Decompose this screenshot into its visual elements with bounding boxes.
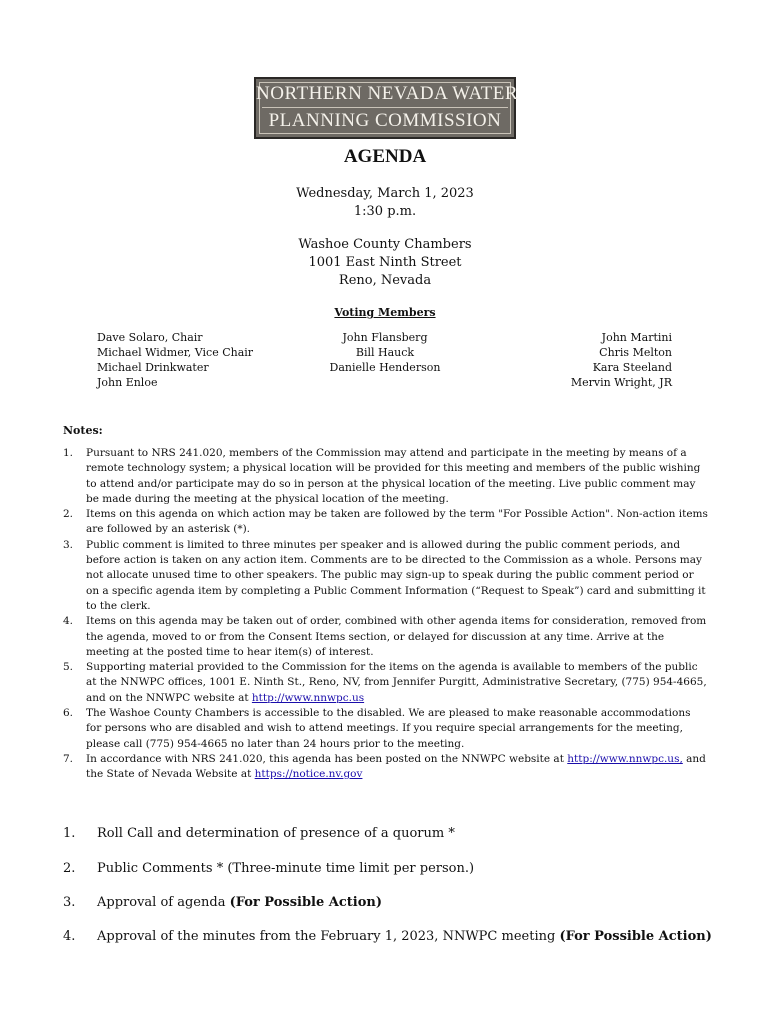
- agenda-item-text: Public Comments * (Three-minute time limit per person.): [97, 861, 475, 876]
- member-name: Michael Drinkwater: [97, 361, 209, 374]
- notes-heading: Notes:: [63, 424, 103, 437]
- note-text: Items on this agenda may be taken out of order, combined with other agenda items for consideration, removed from the agenda, moved to or from the Consent Items section, or delayed for discussion at any time. Arrive at the meeting at the posted time to hear item(s) of interest.: [86, 615, 707, 658]
- note-text: Supporting material provided to the Commission for the items on the agenda is available to members of the public at the NNWPC offices, 1001 E. Ninth St., Reno, NV, from Jennifer Purgitt, Administrative Secretary, (775) 954-4665, and on the NNWPC website at: [86, 661, 707, 704]
- member-name: Kara Steeland: [592, 361, 672, 374]
- note-item: 6. The Washoe County Chambers is accessible to the disabled. We are pleased to make reasonable accommodations for persons who are disabled and wish to attend meetings. If you require special arrangements for the meeting, please call (775) 954-4665 no later than 24 hours prior to the meeting.: [63, 707, 691, 750]
- member-name: John Enloe: [97, 376, 158, 389]
- member-name: Danielle Henderson: [329, 361, 441, 374]
- logo-divider: [262, 107, 508, 108]
- note-item: 3. Public comment is limited to three minutes per speaker and is allowed during the public comment periods, and before action is taken on any action item. Comments are to be directed to the Commission as a whole. Persons may not allocate unused time to other speakers. The public may sign-up to speak during the public comment period or on a specific agenda item by completing a Public Comment Information (“Request to Speak”) card and submitting it to the clerk.: [63, 538, 706, 612]
- member-name: Michael Widmer, Vice Chair: [97, 346, 254, 359]
- note-text: The Washoe County Chambers is accessible to the disabled. We are pleased to make reasonable accommodations for persons who are disabled and wish to attend meetings. If you require special arrangements for the meeting, please call (775) 954-4665 no later than 24 hours prior to the meeting.: [86, 707, 691, 750]
- agenda-item-number: 2.: [63, 861, 76, 876]
- members-column-2: [300, 330, 470, 375]
- agenda-item-text: Approval of agenda: [97, 895, 230, 910]
- member-name: Dave Solaro, Chair: [97, 331, 203, 344]
- note-text: Pursuant to NRS 241.020, members of the Commission may attend and participate in the meeting by means of a remote technology system; a physical location will be provided for this meeting and members of the public wishing to attend and/or participate may do so in person at the physical location of the meeting. Live public comment may be made during the meeting at the physical location of the meeting.: [86, 447, 701, 505]
- agenda-item-number: 1.: [63, 826, 76, 841]
- members-column-1: [97, 330, 253, 390]
- member-name: Mervin Wright, JR: [570, 376, 672, 389]
- members-column-3: [540, 330, 672, 390]
- note-item: 4. Items on this agenda may be taken out of order, combined with other agenda items for consideration, removed from the agenda, moved to or from the Consent Items section, or delayed for discussion at any time. Arrive at the meeting at the posted time to hear item(s) of interest.: [63, 615, 707, 658]
- nnwpc-website-link[interactable]: http://www.nnwpc.us,: [567, 752, 683, 765]
- possible-action-label: (For Possible Action): [229, 895, 383, 910]
- meeting-time: 1:30 p.m.: [353, 204, 417, 219]
- member-name: John Flansberg: [342, 331, 428, 344]
- location-name: Washoe County Chambers: [298, 237, 472, 252]
- member-name: John Martini: [601, 331, 672, 344]
- page-title: AGENDA: [343, 146, 427, 167]
- agenda-item-text: Roll Call and determination of presence of a quorum *: [97, 826, 455, 841]
- agenda-item-number: 4.: [63, 929, 76, 944]
- note-text: Items on this agenda on which action may be taken are followed by the term "For Possible Action". Non-action items are followed by an asterisk (*).: [86, 508, 708, 536]
- note-text: In accordance with NRS 241.020, this agenda has been posted on the NNWPC website at: [86, 752, 568, 765]
- logo-line-1: NORTHERN NEVADA WATER: [256, 83, 518, 104]
- nnwpc-website-link[interactable]: http://www.nnwpc.us: [251, 691, 365, 704]
- agenda-item-text: Approval of the minutes from the February 1, 2023, NNWPC meeting: [97, 929, 560, 944]
- note-item: 5. Supporting material provided to the Commission for the items on the agenda is available to members of the public at the NNWPC offices, 1001 E. Ninth St., Reno, NV, from Jennifer Purgitt, Administrative Secretary, (775) 954-4665, and on the NNWPC website at http://www.nnwpc.us: [63, 661, 707, 704]
- meeting-date: Wednesday, March 1, 2023: [296, 186, 474, 201]
- member-name: Chris Melton: [599, 346, 672, 359]
- note-item: 2. Items on this agenda on which action may be taken are followed by the term "For Possible Action". Non-action items are followed by an asterisk (*).: [63, 508, 708, 536]
- member-name: Bill Hauck: [355, 346, 415, 359]
- note-text: Public comment is limited to three minutes per speaker and is allowed during the public comment periods, and before action is taken on any action item. Comments are to be directed to the Commission as a whole. Persons may not allocate unused time to other speakers. The public may sign-up to speak during the public comment period or on a specific agenda item by completing a Public Comment Information (“Request to Speak”) card and submitting it to the clerk.: [86, 538, 706, 612]
- nevada-notice-link[interactable]: https://notice.nv.gov: [254, 768, 363, 781]
- location-address: 1001 East Ninth Street: [308, 255, 462, 270]
- location-city: Reno, Nevada: [338, 273, 432, 288]
- commission-logo: [254, 77, 516, 139]
- logo-line-2: PLANNING COMMISSION: [268, 110, 502, 131]
- agenda-item-number: 3.: [63, 895, 76, 910]
- notes-list: [63, 446, 708, 783]
- note-text: and the State of Nevada Website at: [86, 752, 706, 781]
- possible-action-label: (For Possible Action): [559, 929, 712, 944]
- voting-members-heading: Voting Members: [334, 306, 436, 319]
- note-item: 7. In accordance with NRS 241.020, this agenda has been posted on the NNWPC website at http://www.nnwpc.us, and the State of Nevada Website at https://notice.nv.gov: [63, 752, 706, 781]
- note-item: 1. Pursuant to NRS 241.020, members of the Commission may attend and participate in the meeting by means of a remote technology system; a physical location will be provided for this meeting and members of the public wishing to attend and/or participate may do so in person at the physical location of the meeting. Live public comment may be made during the meeting at the physical location of the meeting.: [63, 447, 701, 505]
